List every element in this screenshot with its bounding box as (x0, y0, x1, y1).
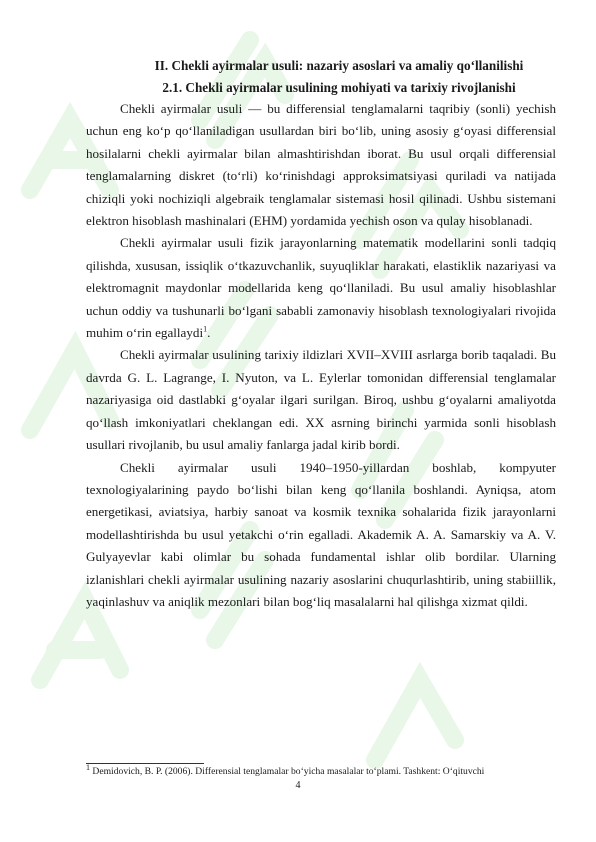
footnote-separator (86, 763, 204, 764)
paragraph-3-text: Chekli ayirmalar usulining tarixiy ildizlari XVII–XVIII asrlarga borib taqaladi. Bu davrda G. L. Lagrange, I. Nyuton, va L. Eylerlar tomonidan differensial tenglamalar nazariyasiga oid dastlabki g‘oyalar ilgari surilgan. Biroq, ushbu g‘oyalarni amaliyotda qo‘llash imkoniyatlari cheklangan edi. XX asrning birinchi yarmida sonli hisoblash usullari rivojlanib, bu usul amaliy fanlarga jadal kirib bordi. (86, 347, 556, 453)
paragraph-1-text: Chekli ayirmalar usuli — bu differensial tenglamalarni taqribiy (sonli) yechish uchun eng ko‘p qo‘llaniladigan usullardan biri bo‘lib, uning asosiy g‘oyasi differensial hosilalarni chekli ayirmalar bilan almashtirishdan iborat. Bu usul orqali differensial tenglamalarning diskret (to‘rli) ko‘rinishdagi approksimatsiyasi quriladi va natijada chiziqli yoki nochiziqli algebraik tenglamalar sistemasi hosil qilinadi. Ushbu sistemani elektron hisoblash mashinalari (EHM) yordamida yechish oson va qulay hisoblanadi. (86, 101, 556, 229)
paragraph-2: Chekli ayirmalar usuli fizik jarayonlarning matematik modellarini sonli tadqiq qilishda, xususan, issiqlik o‘tkazuvchanlik, suyuqliklar harakati, elastiklik nazariyasi va elektromagnit maydonlar modellarida keng qo‘llaniladi. Bu usul amaliy hisoblashlar uchun oddiy va tushunarli bo‘lgani sababli zamonaviy hisoblash texnologiyalari rivojida muhim o‘rin egallaydi$^1$. (86, 235, 556, 341)
paragraph-3 (86, 344, 556, 456)
paragraph-4 (86, 457, 556, 614)
footnote (86, 762, 556, 778)
page-number: 4 (295, 780, 301, 791)
document-body (86, 56, 556, 613)
footnote-text: Demidovich, B. P. (2006). Differensial tenglamalar bo‘yicha masalalar to‘plami. Tashkent: O‘qituvchi (92, 766, 485, 777)
paragraph-4-text: Chekli ayirmalar usuli 1940–1950-yillardan boshlab, kompyuter texnologiyalarining paydo bo‘lishi bilan keng qo‘llanila boshlandi. Ayniqsa, atom energetikasi, aviatsiya, harbiy sanoat va kosmik texnika sohalarida fizik jarayonlarni modellashtirishda bu usul yetakchi o‘rin egalladi. Akademik A. A. Samarskiy va A. V. Gulyayevlar kabi olimlar bu sohada fundamental ishlar olib bordilar. Ularning izlanishlari chekli ayirmalar usulining nazariy asoslarini chuqurlashtirib, uning stabiillik, yaqinlashuv va aniqlik mezonlari bilan bog‘liq masalalarni hal qilishga xizmat qildi. (86, 459, 556, 609)
section-heading: II. Chekli ayirmalar usuli: nazariy asoslari va amaliy qo‘llanilishi (154, 58, 524, 73)
paragraph-1 (86, 98, 556, 232)
footnote-reference[interactable]: 1 (203, 324, 208, 334)
footnote-mark: 1 (86, 762, 90, 772)
subsection-heading: 2.1. Chekli ayirmalar usulining mohiyati va tarixiy rivojlanishi (162, 80, 516, 95)
paragraph-2-text: Chekli ayirmalar usuli fizik jarayonlarning matematik modellarini sonli tadqiq qilishda, xususan, issiqlik o‘tkazuvchanlik, suyuqliklar harakati, elastiklik nazariyasi va elektromagnit maydonlar modellarida keng qo‘llaniladi. Bu usul amaliy hisoblashlar uchun oddiy va tushunarli bo‘lgani sababli zamonaviy hisoblash texnologiyalari rivojida muhim o‘rin egallaydi (86, 235, 556, 341)
